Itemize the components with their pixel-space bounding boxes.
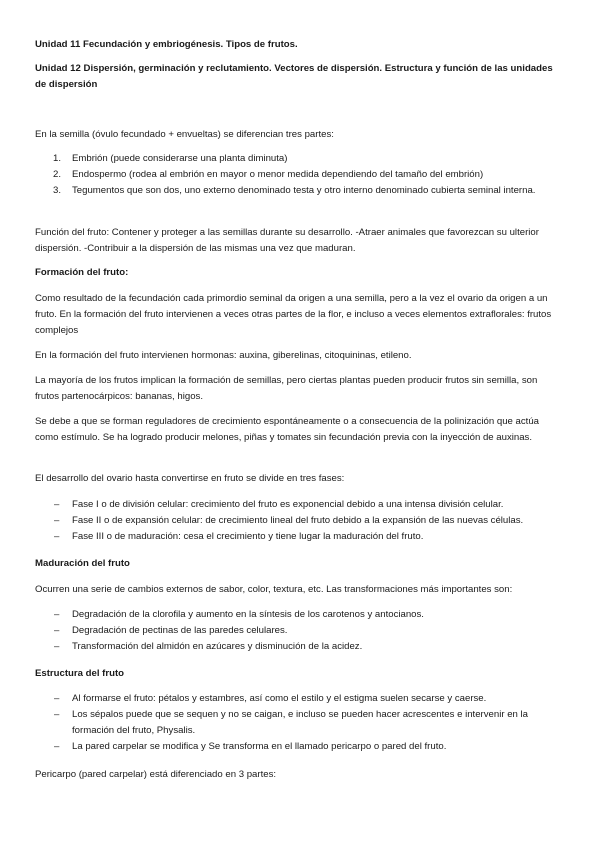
list-item-text: Fase II o de expansión celular: de crecimiento lineal del fruto debido a la expansión de las nuevas células. — [72, 515, 524, 526]
list-item-text: Degradación de la clorofila y aumento en la síntesis de los carotenos y antocianos. — [72, 609, 424, 620]
bullet-dash: – — [54, 609, 60, 620]
list-number: 3. — [53, 185, 62, 196]
list-item — [35, 623, 560, 639]
list-item-text: Embrión (puede considerarse una planta diminuta) — [72, 153, 288, 164]
list-item — [35, 167, 560, 183]
ripening-list — [35, 607, 560, 655]
list-item — [35, 497, 560, 513]
bullet-dash: – — [54, 499, 60, 510]
seed-intro: En la semilla (óvulo fecundado + envueltas) se diferencian tres partes: — [35, 129, 334, 140]
list-item-text: Tegumentos que son dos, uno externo denominado testa y otro interno denominado cubierta seminal interna. — [72, 185, 536, 196]
seed-parts-list — [35, 151, 560, 199]
list-item-text: Degradación de pectinas de las paredes celulares. — [72, 625, 288, 636]
formation-heading: Formación del fruto: — [35, 267, 129, 278]
structure-heading: Estructura del fruto — [35, 668, 125, 679]
list-item-text: La pared carpelar se modifica y Se transforma en el llamado pericarpo o pared del fruto. — [72, 741, 447, 752]
list-item — [35, 639, 560, 655]
bullet-dash: – — [54, 625, 60, 636]
list-item-text: Endospermo (rodea al embrión en mayor o menor medida dependiendo del tamaño del embrión) — [72, 169, 484, 180]
formation-paragraph-2: En la formación del fruto intervienen hormonas: auxina, giberelinas, citoquininas, etileno. — [35, 350, 412, 361]
ripening-intro: Ocurren una serie de cambios externos de sabor, color, textura, etc. Las transformaciones más importantes son: — [35, 584, 513, 595]
list-item-text: Al formarse el fruto: pétalos y estambres, así como el estilo y el estigma suelen secarse y caerse. — [72, 693, 487, 704]
list-number: 1. — [53, 153, 62, 164]
list-item — [35, 739, 560, 755]
list-number: 2. — [53, 169, 62, 180]
list-item — [35, 151, 560, 167]
unit-12-heading: Unidad 12 Dispersión, germinación y reclutamiento. Vectores de dispersión. Estructura y función de las unidades de dispersión — [35, 63, 553, 90]
pericarp-paragraph: Pericarpo (pared carpelar) está diferenciado en 3 partes: — [35, 769, 277, 780]
fruit-function-paragraph: Función del fruto: Contener y proteger a las semillas durante su desarrollo. -Atraer animales que favorezcan su ulterior dispersión. -Contribuir a la dispersión de las mismas una vez que maduran. — [35, 227, 539, 254]
ripening-heading: Maduración del fruto — [35, 558, 130, 569]
bullet-dash: – — [54, 515, 60, 526]
formation-paragraph-4: Se debe a que se forman reguladores de crecimiento espontáneamente o a consecuencia de la polinización que actúa como estímulo. Se ha logrado producir melones, piñas y tomates sin fecundación previa con la inyección de auxinas. — [35, 416, 540, 443]
list-item — [35, 513, 560, 529]
list-item-text: Fase III o de maduración: cesa el crecimiento y tiene lugar la maduración del fruto. — [72, 531, 424, 542]
list-item-text: Transformación del almidón en azúcares y disminución de la acidez. — [72, 641, 363, 652]
formation-paragraph-3: La mayoría de los frutos implican la formación de semillas, pero ciertas plantas pueden producir frutos sin semilla, son frutos partenocárpicos: bananas, higos. — [35, 375, 538, 402]
list-item — [35, 529, 560, 545]
unit-11-heading: Unidad 11 Fecundación y embriogénesis. Tipos de frutos. — [35, 39, 298, 50]
phases-intro: El desarrollo del ovario hasta convertirse en fruto se divide en tres fases: — [35, 473, 345, 484]
phases-list — [35, 497, 560, 545]
list-item — [35, 691, 560, 707]
structure-list — [35, 691, 560, 755]
bullet-dash: – — [54, 709, 60, 720]
bullet-dash: – — [54, 641, 60, 652]
bullet-dash: – — [54, 693, 60, 704]
list-item — [35, 707, 560, 739]
bullet-dash: – — [54, 741, 60, 752]
list-item-text: Fase I o de división celular: crecimiento del fruto es exponencial debido a una intensa división celular. — [72, 499, 504, 510]
formation-paragraph-1: Como resultado de la fecundación cada primordio seminal da origen a una semilla, pero a la vez el ovario da origen a un fruto. En la formación del fruto intervienen a veces otras partes de la flor, e incluso a veces elementos extraflorales: frutos complejos — [35, 293, 552, 336]
bullet-dash: – — [54, 531, 60, 542]
list-item — [35, 183, 560, 199]
list-item — [35, 607, 560, 623]
list-item-text: Los sépalos puede que se sequen y no se caigan, e incluso se pueden hacer acrescentes e intervenir en la formación del fruto, Physalis. — [72, 709, 529, 736]
